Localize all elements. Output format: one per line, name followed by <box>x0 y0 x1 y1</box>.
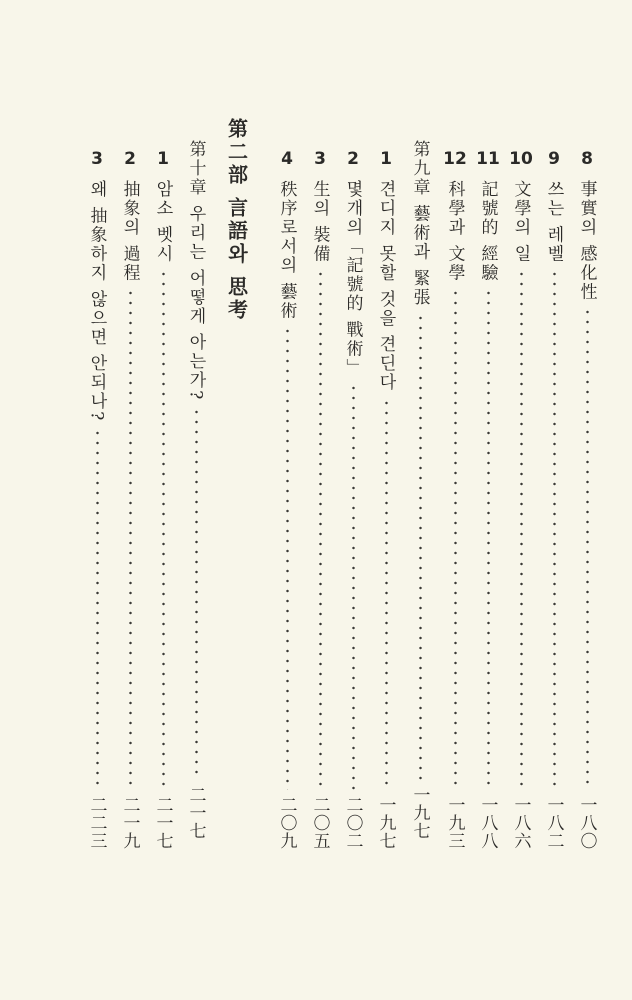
toc-entry <box>84 150 110 850</box>
chapter-title: 第十章 우리는 어떻게 아는가? <box>185 140 206 402</box>
entry-number: 2 <box>347 149 359 169</box>
toc-entry <box>340 150 366 850</box>
toc-entry <box>117 150 143 850</box>
entry-title: 科學과 文學 <box>444 180 465 283</box>
entry-title: 쓰는 레벨 <box>543 180 564 264</box>
entry-page: 二〇五 <box>309 796 330 850</box>
entry-title: 암소 벳시 <box>152 180 173 264</box>
toc-entry <box>475 150 501 850</box>
entry-number: 1 <box>157 149 169 169</box>
part-title: 第二部 言語와 思考 <box>224 118 249 322</box>
entry-title: 抽象의 過程 <box>119 180 140 283</box>
entry-number: 2 <box>124 149 136 169</box>
entry-number: 11 <box>476 149 500 169</box>
entry-page: 一八八 <box>477 796 498 850</box>
entry-number: 1 <box>380 149 392 169</box>
entry-number: 4 <box>281 149 293 169</box>
entry-page: 二〇九 <box>276 796 297 850</box>
toc-entry <box>541 150 567 850</box>
toc-entry <box>307 150 333 850</box>
toc-entry <box>150 150 176 850</box>
toc-entry <box>373 150 399 850</box>
dot-leader <box>586 307 589 790</box>
entry-number: 12 <box>443 149 467 169</box>
entry-page: 二二三 <box>86 796 107 850</box>
entry-number: 3 <box>314 149 326 169</box>
entry-title: 왜 抽象하지 않으면 안되나? <box>86 180 107 423</box>
dot-leader <box>487 288 490 790</box>
toc-entry <box>508 150 534 850</box>
entry-page: 一九三 <box>444 796 465 850</box>
entry-page: 一八六 <box>510 796 531 850</box>
entry-title: 秩序로서의 藝術 <box>276 180 297 321</box>
entry-page: 二一七 <box>185 786 206 840</box>
entry-page: 一九七 <box>409 786 430 840</box>
toc-entry <box>274 150 300 850</box>
chapter-title: 第九章 藝術과 緊張 <box>409 140 430 307</box>
entry-number: 9 <box>548 149 560 169</box>
dot-leader <box>454 288 457 790</box>
dot-leader <box>162 269 165 790</box>
entry-title: 記號的 經驗 <box>477 180 498 283</box>
dot-leader <box>520 269 523 790</box>
chapter-heading <box>407 140 433 840</box>
part-heading <box>222 118 252 418</box>
entry-number: 3 <box>91 149 103 169</box>
entry-title: 몇개의「記號的 戰術」 <box>342 180 363 378</box>
entry-title: 生의 裝備 <box>309 180 330 264</box>
dot-leader <box>195 407 198 780</box>
dot-leader <box>419 313 422 780</box>
toc-entry <box>574 150 600 850</box>
entry-title: 견디지 못할 것을 견딘다 <box>375 180 396 393</box>
entry-number: 8 <box>581 149 593 169</box>
entry-page: 二一七 <box>152 796 173 850</box>
entry-page: 一九七 <box>375 796 396 850</box>
dot-leader <box>319 269 322 790</box>
dot-leader <box>553 269 556 790</box>
entry-page: 一八〇 <box>576 796 597 850</box>
entry-page: 一八二 <box>543 796 564 850</box>
entry-page: 二一九 <box>119 796 140 850</box>
entry-title: 事實의 感化性 <box>576 180 597 302</box>
chapter-heading <box>183 140 209 840</box>
entry-page: 二〇二 <box>342 796 363 850</box>
dot-leader <box>385 398 388 790</box>
dot-leader <box>129 288 132 790</box>
dot-leader <box>352 383 355 790</box>
entry-title: 文學의 일 <box>510 180 531 264</box>
dot-leader <box>96 428 99 790</box>
toc-entry <box>442 150 468 850</box>
entry-number: 10 <box>509 149 533 169</box>
dot-leader <box>286 326 289 790</box>
